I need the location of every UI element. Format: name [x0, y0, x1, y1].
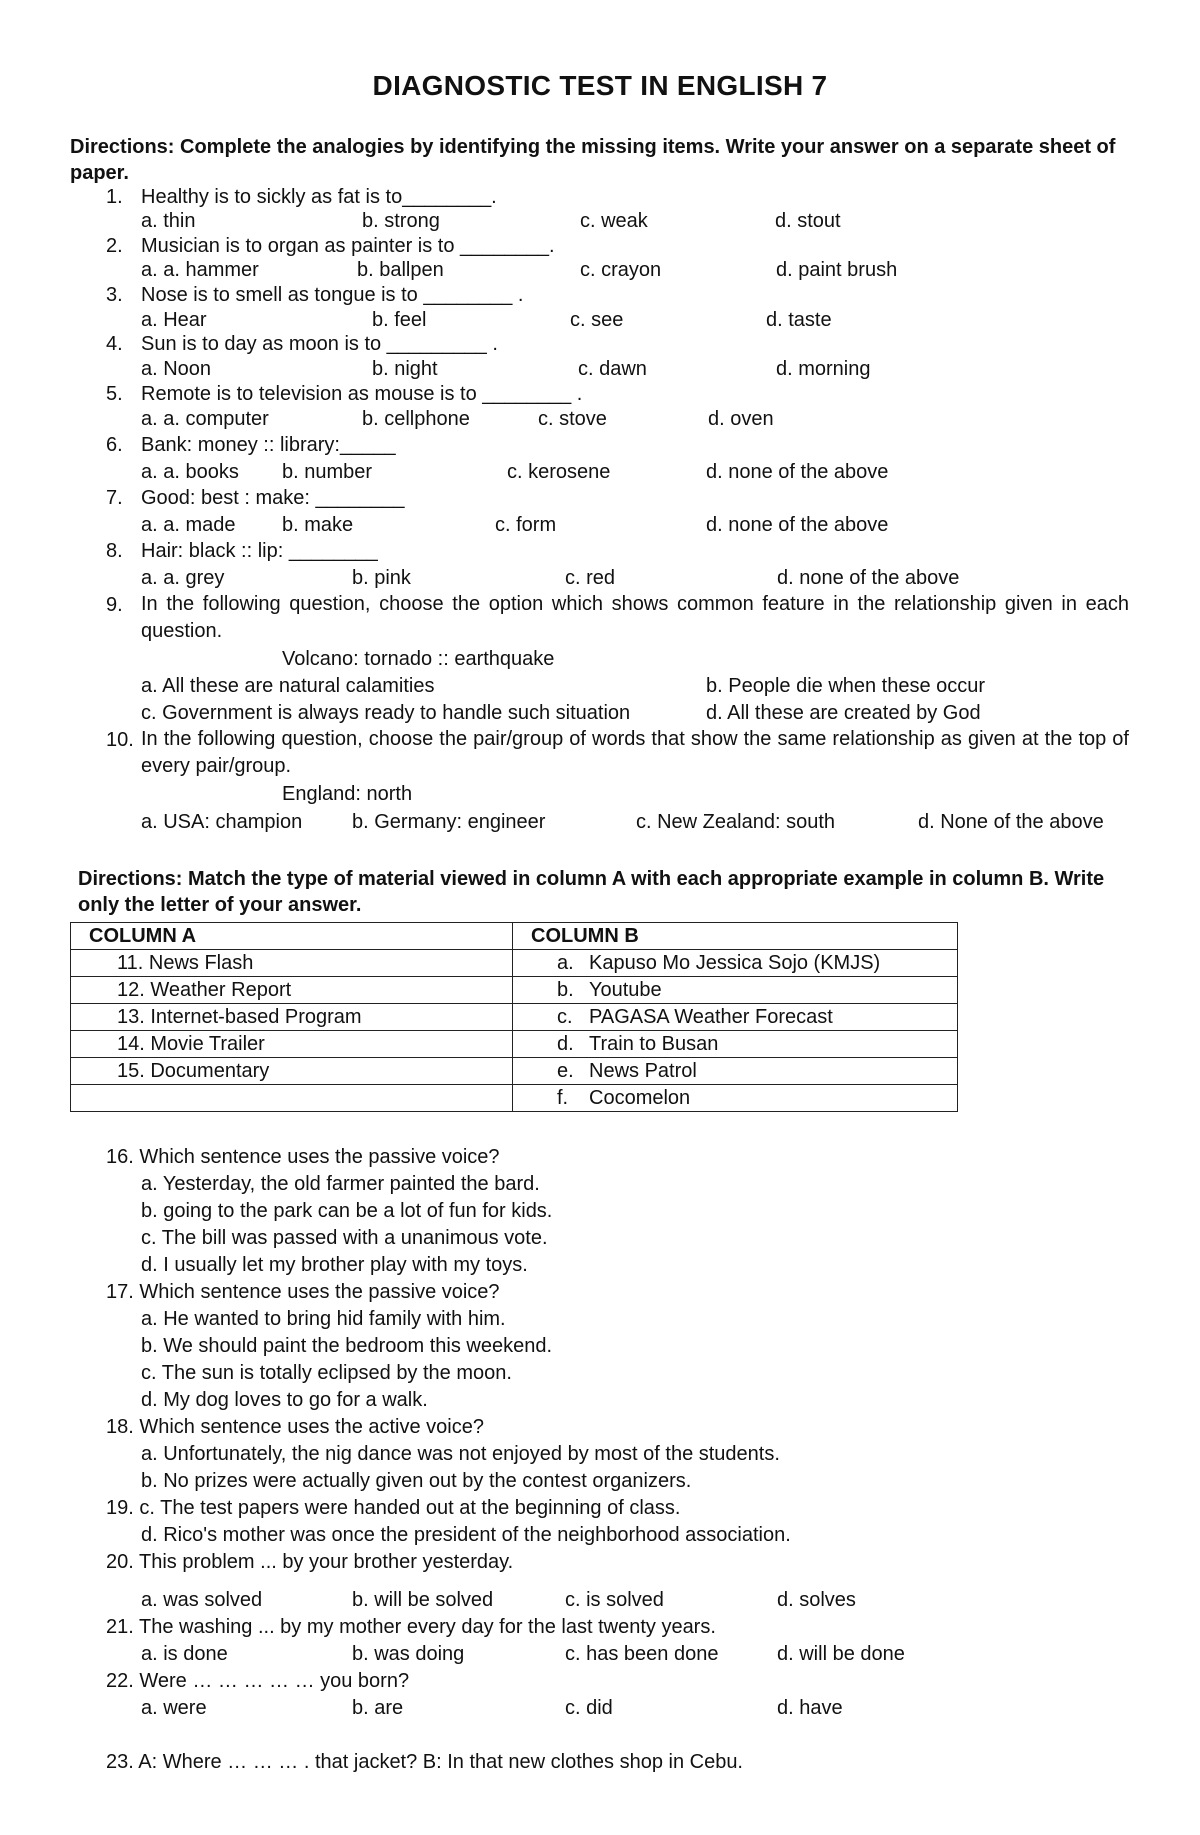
- answer-option: a. thin: [141, 210, 196, 232]
- question-number: 10.: [106, 729, 134, 751]
- answer-option: d. none of the above: [777, 567, 960, 589]
- column-b-cell: [513, 1031, 958, 1058]
- answer-option: b. will be solved: [352, 1589, 494, 1611]
- answer-option: b. pink: [352, 567, 411, 589]
- answer-option: b. make: [282, 514, 354, 536]
- column-a-item: 13. Internet-based Program: [117, 1005, 362, 1028]
- answer-option: a. All these are natural calamities: [141, 675, 435, 697]
- answer-option: c. did: [565, 1697, 613, 1719]
- column-a-cell: [71, 1031, 513, 1058]
- column-a-cell: [71, 977, 513, 1004]
- answer-option: a. Hear: [141, 309, 207, 331]
- page-title: DIAGNOSTIC TEST IN ENGLISH 7: [372, 70, 828, 101]
- column-b-letter: a.: [557, 951, 574, 974]
- answer-option: b. People die when these occur: [706, 675, 986, 697]
- directions-analogies: Directions: Complete the analogies by identifying the missing items. Write your answer on a separate sheet of paper.: [70, 136, 1116, 184]
- answer-option: a. were: [141, 1697, 207, 1719]
- column-a-header: COLUMN A: [71, 923, 513, 950]
- question-line: b. going to the park can be a lot of fun for kids.: [141, 1200, 553, 1222]
- question-line: 19. c. The test papers were handed out at the beginning of class.: [106, 1497, 681, 1519]
- answer-option: d. will be done: [777, 1643, 905, 1665]
- table-row: [71, 1085, 958, 1112]
- answer-option: d. morning: [776, 358, 871, 380]
- answer-option: a. is done: [141, 1643, 228, 1665]
- answer-option: d. All these are created by God: [706, 702, 981, 724]
- column-a-cell: [71, 1058, 513, 1085]
- question-line: 17. Which sentence uses the passive voice?: [106, 1281, 500, 1303]
- question-number: 2.: [106, 235, 123, 257]
- answer-option: d. taste: [766, 309, 832, 331]
- column-b-letter: b.: [557, 978, 574, 1001]
- answer-option: d. stout: [775, 210, 841, 232]
- answer-option: b. ballpen: [357, 259, 444, 281]
- column-a-item: 14. Movie Trailer: [117, 1032, 265, 1055]
- column-a-cell: [71, 1004, 513, 1031]
- table-row: [71, 977, 958, 1004]
- column-b-cell: [513, 950, 958, 977]
- answer-option: a. Noon: [141, 358, 212, 380]
- answer-option: c. see: [570, 309, 624, 331]
- answer-option: b. number: [282, 461, 373, 483]
- question-text: Sun is to day as moon is to _________ .: [141, 333, 498, 355]
- question-number: 4.: [106, 333, 123, 355]
- answer-option: a. USA: champion: [141, 811, 303, 833]
- answer-option: b. night: [372, 358, 438, 380]
- question-number: 3.: [106, 284, 123, 306]
- answer-option: c. stove: [538, 408, 607, 430]
- answer-option: b. cellphone: [362, 408, 470, 430]
- answer-option: c. form: [495, 514, 557, 536]
- question-number: 8.: [106, 540, 123, 562]
- column-b-cell: [513, 1004, 958, 1031]
- answer-option: a. a. hammer: [141, 259, 259, 281]
- answer-option: d. have: [777, 1697, 843, 1719]
- relationship-pair: Volcano: tornado :: earthquake: [282, 648, 555, 670]
- question-line: c. The sun is totally eclipsed by the moon.: [141, 1362, 512, 1384]
- column-b-letter: c.: [557, 1005, 573, 1028]
- question-text: Bank: money :: library:_____: [141, 434, 396, 456]
- question-line: c. The bill was passed with a unanimous vote.: [141, 1227, 548, 1249]
- question-text: Remote is to television as mouse is to ________ .: [141, 383, 583, 405]
- answer-option: d. none of the above: [706, 461, 889, 483]
- question-text: Musician is to organ as painter is to ________.: [141, 235, 555, 257]
- answer-option: c. dawn: [578, 358, 647, 380]
- question-line: 23. A: Where … … … . that jacket? B: In that new clothes shop in Cebu.: [106, 1751, 743, 1773]
- relationship-pair: England: north: [282, 783, 413, 805]
- question-line: 16. Which sentence uses the passive voice?: [106, 1146, 500, 1168]
- answer-option: c. is solved: [565, 1589, 664, 1611]
- question-number: 9.: [106, 594, 123, 616]
- question-text: Good: best : make: ________: [141, 487, 405, 509]
- question-line: d. Rico's mother was once the president of the neighborhood association.: [141, 1524, 791, 1546]
- question-text: In the following question, choose the pair/group of words that show the same relationship as given at the top of every pair/group.: [141, 728, 1129, 777]
- question-line: d. My dog loves to go for a walk.: [141, 1389, 428, 1411]
- answer-option: a. was solved: [141, 1589, 263, 1611]
- column-b-item: PAGASA Weather Forecast: [589, 1005, 833, 1028]
- column-b-cell: [513, 1085, 958, 1112]
- answer-option: b. was doing: [352, 1643, 465, 1665]
- answer-option: b. feel: [372, 309, 427, 331]
- question-line: 20. This problem ... by your brother yesterday.: [106, 1551, 514, 1573]
- column-b-cell: [513, 977, 958, 1004]
- question-line: b. We should paint the bedroom this weekend.: [141, 1335, 552, 1357]
- column-b-letter: d.: [557, 1032, 574, 1055]
- column-b-item: Kapuso Mo Jessica Sojo (KMJS): [589, 951, 881, 974]
- column-a-item: [71, 1087, 117, 1109]
- column-a-cell: [71, 950, 513, 977]
- question-line: a. Yesterday, the old farmer painted the bard.: [141, 1173, 540, 1195]
- question-number: 1.: [106, 186, 123, 208]
- question-line: b. No prizes were actually given out by the contest organizers.: [141, 1470, 692, 1492]
- column-b-cell: [513, 1058, 958, 1085]
- table-row: [71, 950, 958, 977]
- column-b-item: Youtube: [589, 978, 662, 1001]
- answer-option: b. are: [352, 1697, 404, 1719]
- question-number: 6.: [106, 434, 123, 456]
- answer-option: c. has been done: [565, 1643, 719, 1665]
- answer-option: d. solves: [777, 1589, 856, 1611]
- column-b-header: COLUMN B: [513, 923, 958, 950]
- question-line: 18. Which sentence uses the active voice?: [106, 1416, 484, 1438]
- question-text: Hair: black :: lip: ________: [141, 540, 378, 562]
- answer-option: a. a. books: [141, 461, 239, 483]
- answer-option: c. red: [565, 567, 616, 589]
- question-line: a. Unfortunately, the nig dance was not enjoyed by most of the students.: [141, 1443, 780, 1465]
- column-b-item: Cocomelon: [589, 1086, 691, 1109]
- question-text: In the following question, choose the option which shows common feature in the relationship given in each question.: [141, 593, 1129, 642]
- column-a-item: 11. News Flash: [117, 951, 254, 974]
- column-b-letter: f.: [557, 1086, 569, 1109]
- column-a-item: 12. Weather Report: [117, 978, 292, 1001]
- question-number: 7.: [106, 487, 123, 509]
- table-row: [71, 1058, 958, 1085]
- answer-option: b. strong: [362, 210, 440, 232]
- answer-option: a. a. computer: [141, 408, 269, 430]
- answer-option: a. a. made: [141, 514, 236, 536]
- answer-option: d. None of the above: [918, 811, 1104, 833]
- table-row: [71, 1031, 958, 1058]
- matching-table: [70, 922, 958, 1112]
- answer-option: c. Government is always ready to handle such situation: [141, 702, 631, 724]
- question-text: Nose is to smell as tongue is to ________ .: [141, 284, 524, 306]
- column-a-cell: [71, 1085, 513, 1112]
- question-line: a. He wanted to bring hid family with him.: [141, 1308, 506, 1330]
- question-line: 22. Were … … … … … you born?: [106, 1670, 410, 1692]
- answer-option: c. weak: [580, 210, 648, 232]
- column-a-item: 15. Documentary: [117, 1059, 270, 1082]
- column-b-letter: e.: [557, 1059, 574, 1082]
- answer-option: d. none of the above: [706, 514, 889, 536]
- table-row: [71, 1004, 958, 1031]
- column-b-item: Train to Busan: [589, 1032, 719, 1055]
- answer-option: b. Germany: engineer: [352, 811, 546, 833]
- question-number: 5.: [106, 383, 123, 405]
- answer-option: c. New Zealand: south: [636, 811, 835, 833]
- answer-option: c. crayon: [580, 259, 662, 281]
- question-text: Healthy is to sickly as fat is to________.: [141, 186, 497, 208]
- directions-matching: Directions: Match the type of material viewed in column A with each appropriate example in column B. Write only the letter of your answer.: [78, 868, 1105, 916]
- question-line: 21. The washing ... by my mother every day for the last twenty years.: [106, 1616, 716, 1638]
- answer-option: c. kerosene: [507, 461, 611, 483]
- answer-option: a. a. grey: [141, 567, 225, 589]
- answer-option: d. paint brush: [776, 259, 898, 281]
- column-b-item: News Patrol: [589, 1059, 697, 1082]
- answer-option: d. oven: [708, 408, 774, 430]
- question-line: d. I usually let my brother play with my toys.: [141, 1254, 528, 1276]
